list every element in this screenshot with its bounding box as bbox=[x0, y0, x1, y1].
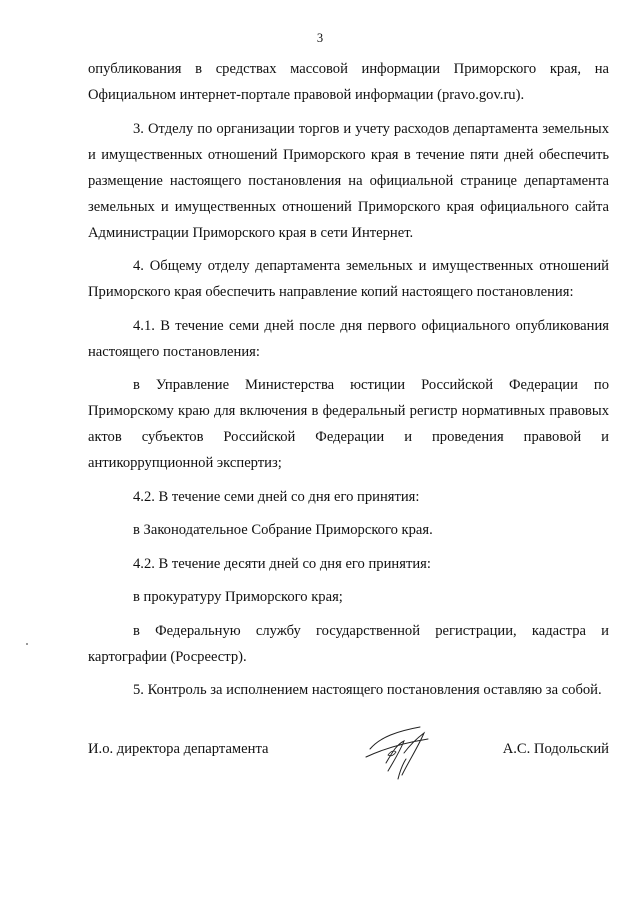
paragraph-legislative-assembly: в Законодательное Собрание Приморского края. bbox=[133, 522, 433, 538]
paragraph-item-4-2-first: 4.2. В течение семи дней со дня его принятия: bbox=[133, 488, 420, 505]
paragraph-item-4-2-second: 4.2. В течение десяти дней со дня его принятия: bbox=[133, 555, 431, 572]
document-body bbox=[88, 56, 609, 703]
paragraph-item-5: 5. Контроль за исполнением настоящего постановления оставляю за собой. bbox=[133, 682, 602, 698]
paragraph-item-4: 4. Общему отделу департамента земельных и имущественных отношений Приморского края обеспечить направление копий настоящего постановления: bbox=[88, 258, 609, 300]
paragraph-rosreestr: в Федеральную службу государственной регистрации, кадастра и картографии (Росреестр). bbox=[88, 622, 609, 665]
paragraph-prosecutor: в прокуратуру Приморского края; bbox=[133, 589, 343, 605]
signature-block bbox=[88, 733, 609, 793]
paragraph-item-3: 3. Отделу по организации торгов и учету расходов департамента земельных и имущественных отношений Приморского края в течение пяти дней обеспечить размещение настоящего постановления на официальной странице департамента земельных и имущественных отношений Приморского края официального сайта Администрации Приморского края в сети Интернет. bbox=[88, 120, 609, 241]
signatory-name: А.С. Подольский bbox=[502, 741, 609, 757]
page-number: 3 bbox=[316, 31, 324, 45]
signatory-role: И.о. директора департамента bbox=[88, 741, 269, 757]
paragraph-ministry-justice: в Управление Министерства юстиции Российской Федерации по Приморскому краю для включения в федеральный регистр нормативных правовых актов субъектов Российской Федерации и проведения правовой и антикоррупционной экспертиз; bbox=[88, 377, 609, 471]
scan-artifact bbox=[26, 643, 28, 645]
paragraph-continuation: опубликования в средствах массовой информации Приморского края, на Официальном интернет-портале правовой информации (pravo.gov.ru). bbox=[88, 61, 609, 103]
handwritten-signature bbox=[358, 719, 438, 789]
paragraph-item-4-1: 4.1. В течение семи дней после дня первого официального опубликования настоящего постановления: bbox=[88, 317, 609, 360]
